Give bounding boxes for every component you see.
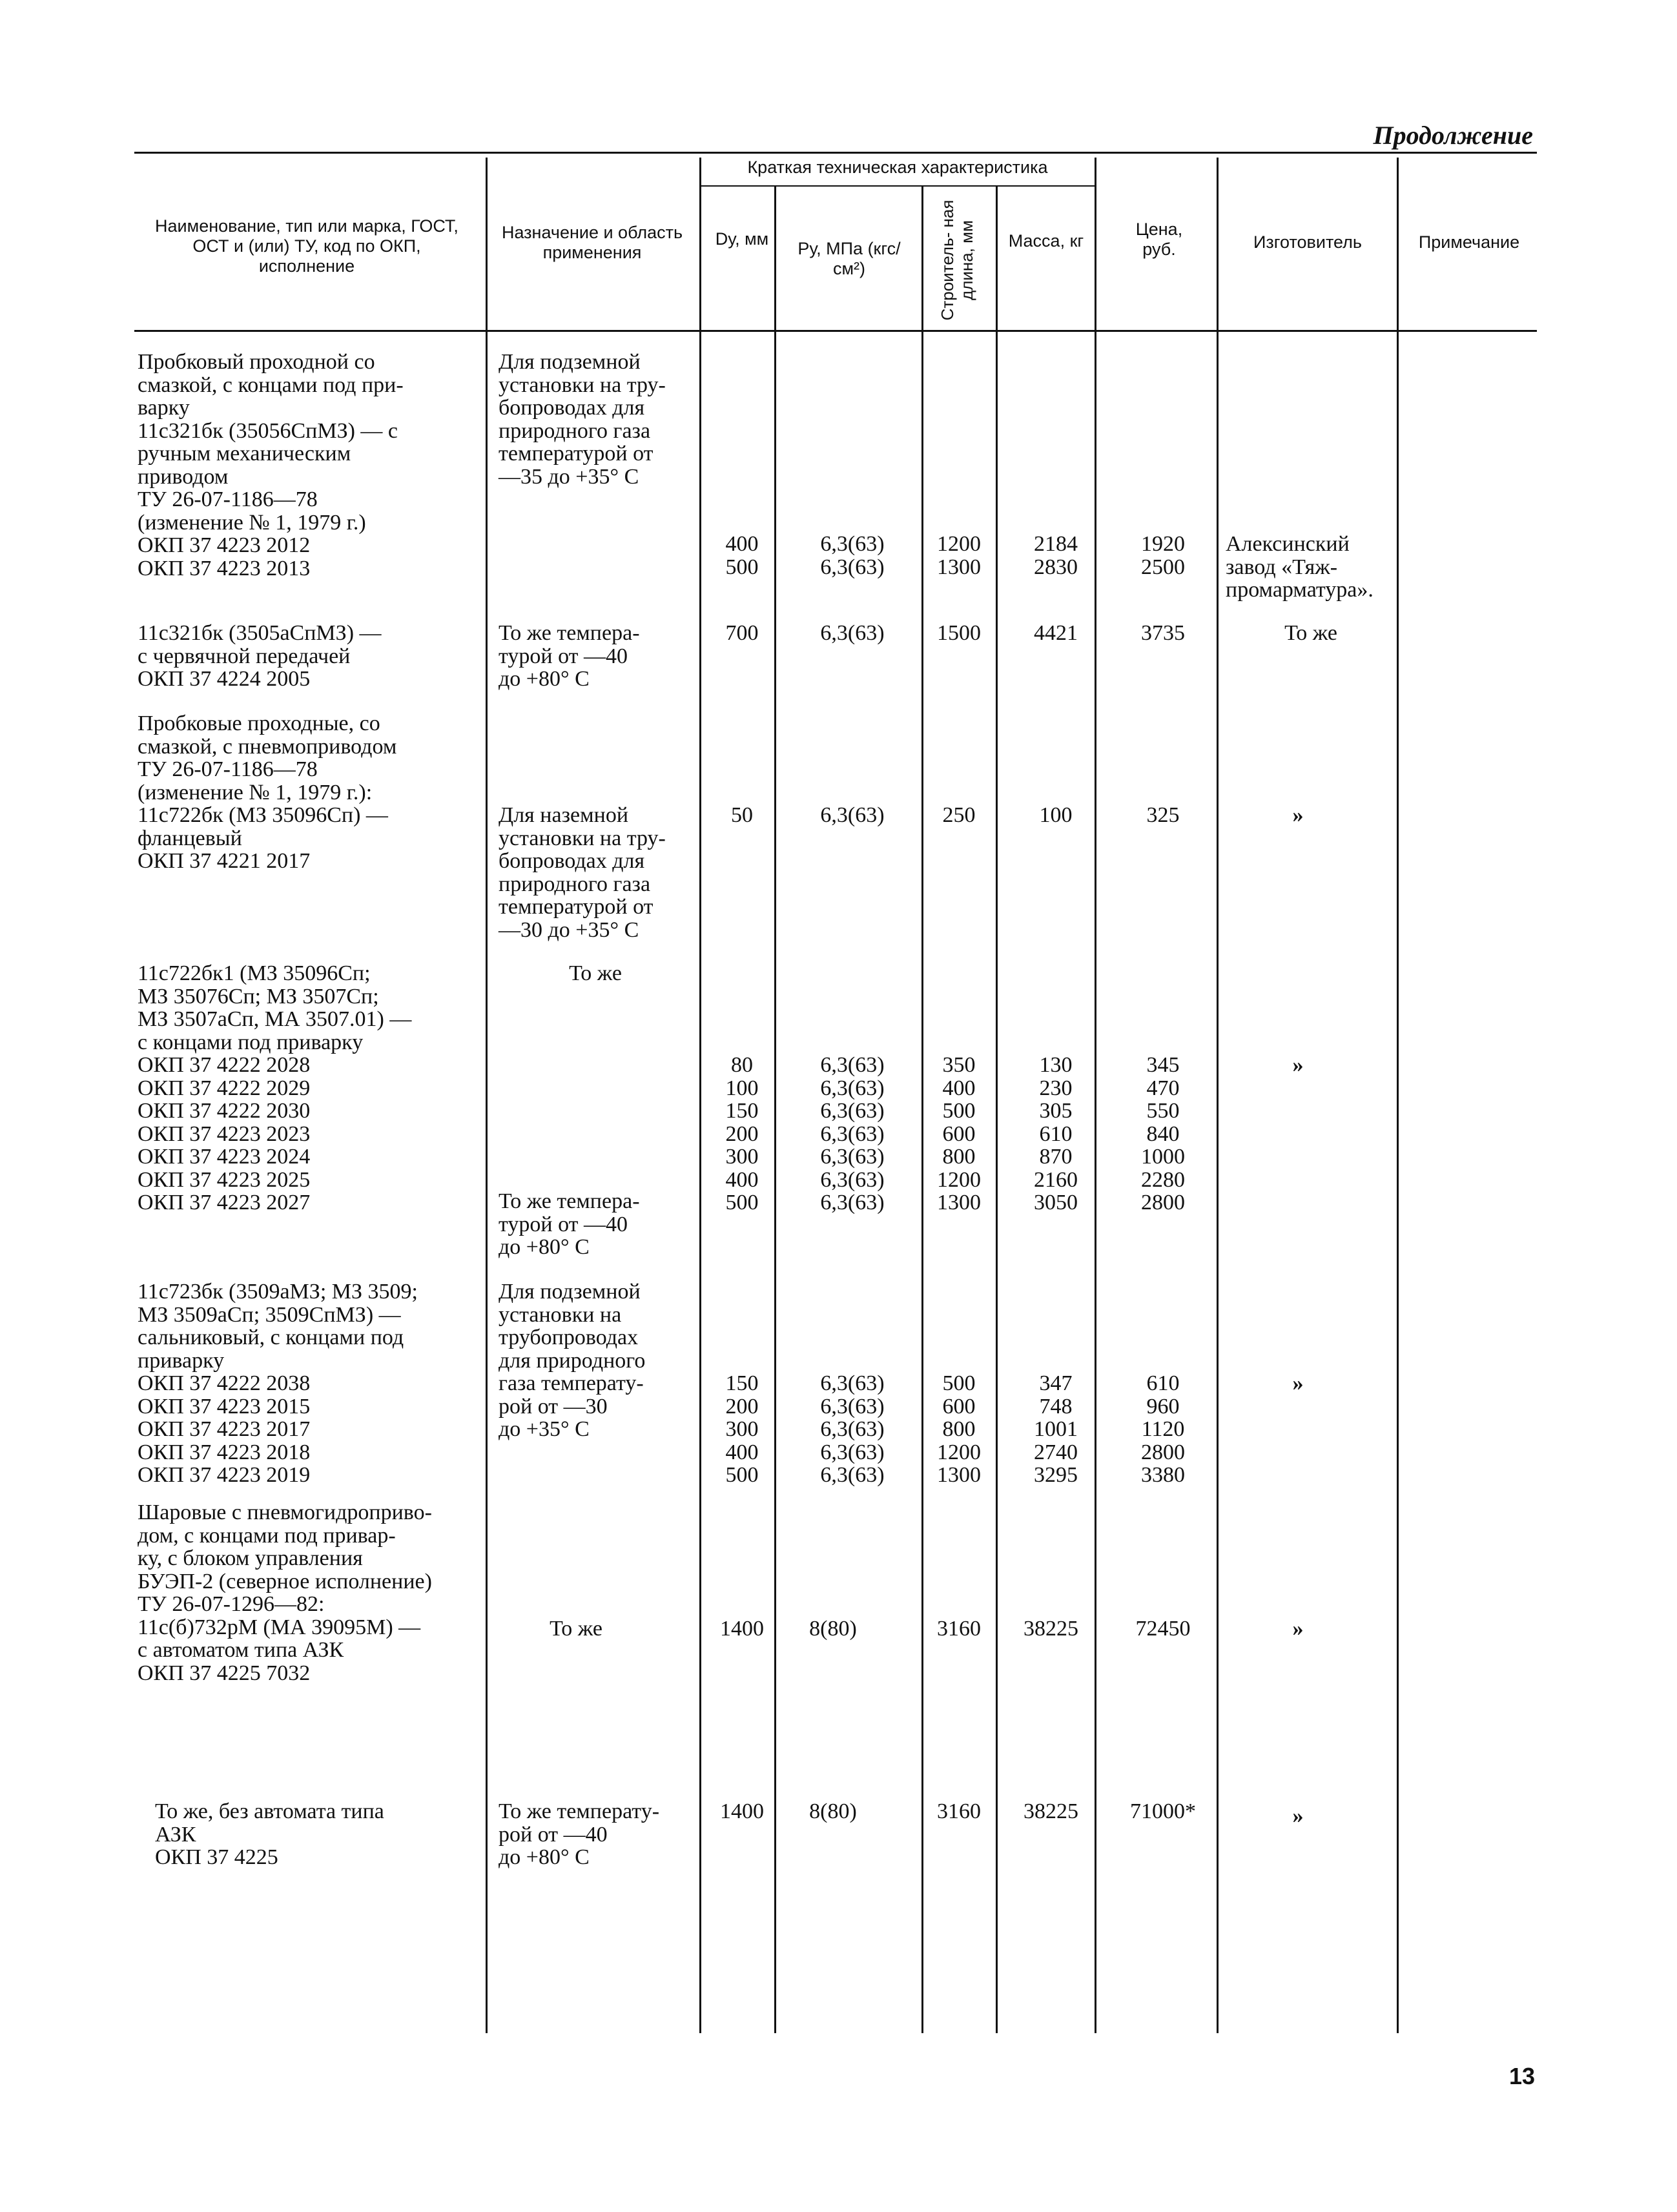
row-price: 610 960 1120 2800 3380 — [1141, 1371, 1185, 1487]
row-purpose: Для наземной установки на тру- бопроводах для природного газа температурой от —30 до +35° С — [499, 803, 666, 942]
column-divider — [996, 186, 998, 2033]
header-maker: Изготовитель — [1253, 232, 1362, 252]
row-length: 250 — [942, 803, 976, 827]
row-length: 3160 — [937, 1799, 981, 1823]
row-dy: 150 200 300 400 500 — [725, 1371, 759, 1487]
row-maker: » — [1292, 1053, 1304, 1077]
row-maker: » — [1292, 1617, 1304, 1641]
row-py: 8(80) — [809, 1799, 857, 1823]
row-name: Пробковый проходной со смазкой, с концами под при- варку 11с321бк (35056СпМЗ) — с ручным механическим приводом ТУ 26-07-1186—78 (изменение № 1, 1979 г.) ОКП 37 4223 2012 ОКП 37 4223 2013 — [138, 350, 404, 580]
row-name: Шаровые с пневмогидроприво- дом, с концами под привар- ку, с блоком управления БУЭП-2 (северное исполнение) ТУ 26-07-1296—82: 11с(б)732рМ (МА 39095М) — с автоматом типа АЗК ОКП 37 4225 7032 — [138, 1500, 432, 1685]
row-length: 1500 — [937, 621, 981, 645]
header-price: Цена, руб. — [1135, 220, 1183, 259]
column-divider — [699, 158, 701, 2033]
row-mass: 2184 2830 — [1034, 532, 1078, 579]
header-purpose: Назначение и область применения — [501, 223, 683, 262]
row-price: 72450 — [1135, 1617, 1191, 1641]
row-dy: 1400 — [720, 1799, 764, 1823]
row-price: 345 470 550 840 1000 2280 2800 — [1141, 1053, 1185, 1214]
column-divider — [486, 158, 488, 2033]
column-divider — [774, 186, 776, 2033]
row-length: 500 600 800 1200 1300 — [937, 1371, 981, 1487]
row-price: 3735 — [1141, 621, 1185, 645]
row-length: 1200 1300 — [937, 532, 981, 579]
row-maker: » — [1292, 1804, 1304, 1828]
row-maker: » — [1292, 803, 1304, 827]
header-dy: Dу, мм — [715, 229, 769, 249]
row-maker: Алексинский завод «Тяж- промарматура». — [1226, 532, 1373, 602]
row-name: 11с723бк (3509аМЗ; МЗ 3509; МЗ 3509аСп; 3509СпМЗ) — сальниковый, с концами под приварку ОКП 37 4222 2038 ОКП 37 4223 2015 ОКП 37 4223 2017 ОКП 37 4223 2018 ОКП 37 4223 2019 — [138, 1280, 418, 1487]
row-length: 350 400 500 600 800 1200 1300 — [937, 1053, 981, 1214]
row-purpose: То же температу- рой от —40 до +80° С — [499, 1799, 660, 1869]
row-price: 71000* — [1130, 1799, 1196, 1823]
column-divider — [1397, 158, 1399, 2033]
row-name: 11с321бк (3505аСпМЗ) — с червячной передачей ОКП 37 4224 2005 — [138, 621, 382, 691]
row-purpose: Для подземной установки на тру- бопроводах для природного газа температурой от —35 до +35° С — [499, 350, 666, 489]
header-length: Строитель- ная длина, мм — [938, 200, 976, 321]
row-purpose-top: То же — [569, 961, 622, 985]
header-py: Pу, МПа (кгс/см²) — [797, 239, 901, 278]
header-tech-group: Краткая техническая характеристика — [747, 158, 1048, 177]
row-dy: 1400 — [720, 1617, 764, 1641]
row-dy: 400 500 — [725, 532, 759, 579]
row-maker: То же — [1284, 621, 1337, 645]
page-number: 13 — [1508, 2063, 1535, 2089]
row-mass: 130 230 305 610 870 2160 3050 — [1034, 1053, 1078, 1214]
row-name: Пробковые проходные, со смазкой, с пневмоприводом ТУ 26-07-1186—78 (изменение № 1, 1979 г.): 11с722бк (МЗ 35096Сп) — фланцевый ОКП 37 4221 2017 — [138, 712, 397, 873]
header-note: Примечание — [1418, 232, 1520, 252]
tech-group-rule — [699, 185, 1095, 187]
row-py: 8(80) — [809, 1617, 857, 1641]
row-py: 6,3(63) 6,3(63) 6,3(63) 6,3(63) 6,3(63) — [820, 1371, 885, 1487]
row-mass: 38225 — [1024, 1617, 1078, 1641]
row-mass: 347 748 1001 2740 3295 — [1034, 1371, 1078, 1487]
header-mass: Масса, кг — [1008, 231, 1084, 251]
row-mass: 4421 — [1034, 621, 1078, 645]
row-length: 3160 — [937, 1617, 981, 1641]
row-dy: 700 — [725, 621, 759, 645]
row-mass: 100 — [1039, 803, 1073, 827]
row-purpose: То же — [550, 1617, 602, 1641]
table-top-rule — [134, 152, 1537, 154]
row-py: 6,3(63) 6,3(63) — [820, 532, 885, 579]
row-purpose: То же темпера- турой от —40 до +80° С — [499, 621, 640, 691]
row-purpose: Для подземной установки на трубопроводах для природного газа температу- рой от —30 до +35° С — [499, 1280, 646, 1441]
row-purpose: То же темпера- турой от —40 до +80° С — [499, 1189, 640, 1259]
row-py: 6,3(63) — [820, 621, 885, 645]
row-dy: 80 100 150 200 300 400 500 — [725, 1053, 759, 1214]
continued-label: Продолжение — [1373, 121, 1533, 150]
row-maker: » — [1292, 1371, 1304, 1395]
row-py: 6,3(63) — [820, 803, 885, 827]
row-py: 6,3(63) 6,3(63) 6,3(63) 6,3(63) 6,3(63) 6,3(63) 6,3(63) — [820, 1053, 885, 1214]
row-price: 325 — [1146, 803, 1180, 827]
header-name: Наименование, тип или марка, ГОСТ, ОСТ и (или) ТУ, код по ОКП, исполнение — [155, 216, 458, 276]
row-name: То же, без автомата типа АЗК ОКП 37 4225 — [155, 1799, 384, 1869]
row-price: 1920 2500 — [1141, 532, 1185, 579]
row-dy: 50 — [731, 803, 753, 827]
row-name: 11с722бк1 (МЗ 35096Сп; МЗ 35076Сп; МЗ 3507Сп; МЗ 3507аСп, МА 3507.01) — с концами под приварку ОКП 37 4222 2028 ОКП 37 4222 2029 ОКП 37 4222 2030 ОКП 37 4223 2023 ОКП 37 4223 2024 ОКП 37 4223 2025 ОКП 37 4223 2027 — [138, 961, 412, 1214]
header-bottom-rule — [134, 330, 1537, 332]
row-mass: 38225 — [1024, 1799, 1078, 1823]
